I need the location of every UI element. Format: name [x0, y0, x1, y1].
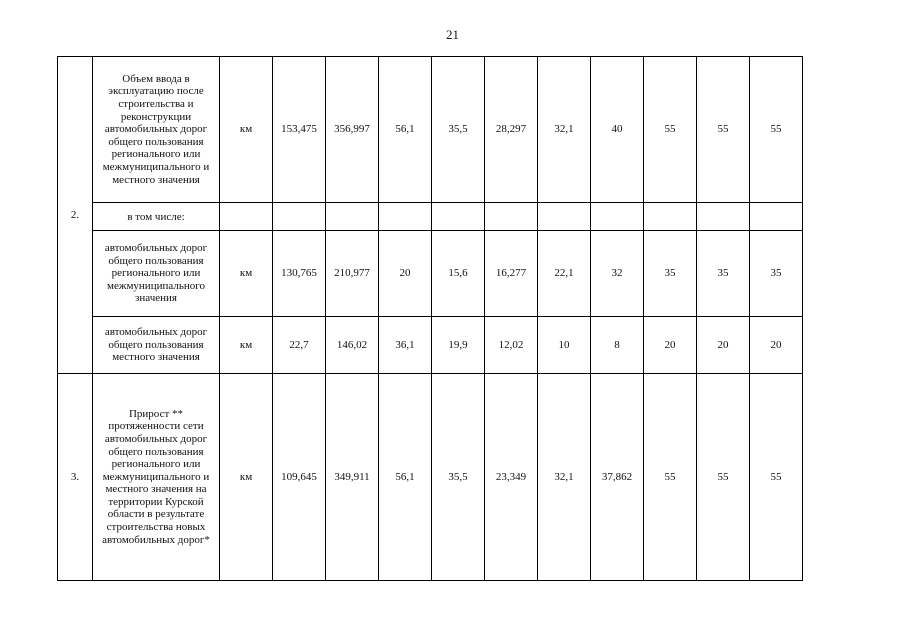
value-cell: 56,1 — [379, 374, 432, 581]
unit-cell: км — [220, 317, 273, 374]
indicator-name-cell: автомобильных дорог общего пользования местного значения — [93, 317, 220, 374]
value-cell: 32 — [591, 231, 644, 317]
value-cell — [538, 203, 591, 231]
table-row — [58, 231, 803, 317]
value-cell: 35 — [750, 231, 803, 317]
table-row — [58, 57, 803, 203]
value-cell: 130,765 — [273, 231, 326, 317]
page-number: 21 — [446, 27, 459, 42]
indicator-name-cell: автомобильных дорог общего пользования регионального или межмуниципального значения — [93, 231, 220, 317]
value-cell: 19,9 — [432, 317, 485, 374]
value-cell: 55 — [750, 57, 803, 203]
indicator-name-cell: Объем ввода в эксплуатацию после строительства и реконструкции автомобильных дорог общего пользования регионального или межмуниципального и местного значения — [93, 57, 220, 203]
value-cell — [591, 203, 644, 231]
value-cell: 55 — [644, 374, 697, 581]
table-row — [58, 317, 803, 374]
indicator-name-cell: в том числе: — [93, 203, 220, 231]
value-cell: 32,1 — [538, 374, 591, 581]
unit-cell: км — [220, 57, 273, 203]
unit-cell: км — [220, 231, 273, 317]
value-cell: 10 — [538, 317, 591, 374]
value-cell: 55 — [750, 374, 803, 581]
value-cell: 35 — [697, 231, 750, 317]
value-cell: 23,349 — [485, 374, 538, 581]
value-cell: 109,645 — [273, 374, 326, 581]
value-cell: 35 — [644, 231, 697, 317]
indicator-table — [57, 56, 803, 581]
value-cell — [273, 203, 326, 231]
indicator-name-cell: Прирост ** протяженности сети автомобильных дорог общего пользования регионального или межмуниципального и местного значения на территории Курской области в результате строительства новых автомобильных дорог* — [93, 374, 220, 581]
value-cell: 153,475 — [273, 57, 326, 203]
value-cell: 32,1 — [538, 57, 591, 203]
value-cell: 28,297 — [485, 57, 538, 203]
value-cell: 349,911 — [326, 374, 379, 581]
value-cell: 20 — [379, 231, 432, 317]
value-cell: 35,5 — [432, 57, 485, 203]
value-cell: 22,1 — [538, 231, 591, 317]
value-cell: 20 — [697, 317, 750, 374]
unit-cell — [220, 203, 273, 231]
value-cell: 210,977 — [326, 231, 379, 317]
value-cell: 16,277 — [485, 231, 538, 317]
table-row — [58, 374, 803, 581]
value-cell: 56,1 — [379, 57, 432, 203]
value-cell — [750, 203, 803, 231]
value-cell: 12,02 — [485, 317, 538, 374]
value-cell — [644, 203, 697, 231]
row-number-cell: 2. — [58, 57, 93, 374]
value-cell: 146,02 — [326, 317, 379, 374]
value-cell: 36,1 — [379, 317, 432, 374]
value-cell: 55 — [697, 57, 750, 203]
value-cell: 8 — [591, 317, 644, 374]
unit-cell: км — [220, 374, 273, 581]
value-cell: 22,7 — [273, 317, 326, 374]
value-cell: 20 — [750, 317, 803, 374]
row-number-cell: 3. — [58, 374, 93, 581]
value-cell: 37,862 — [591, 374, 644, 581]
value-cell — [432, 203, 485, 231]
value-cell: 55 — [644, 57, 697, 203]
value-cell: 356,997 — [326, 57, 379, 203]
table-row — [58, 203, 803, 231]
value-cell — [379, 203, 432, 231]
value-cell: 55 — [697, 374, 750, 581]
value-cell: 40 — [591, 57, 644, 203]
value-cell: 15,6 — [432, 231, 485, 317]
value-cell: 35,5 — [432, 374, 485, 581]
value-cell — [697, 203, 750, 231]
value-cell — [326, 203, 379, 231]
value-cell — [485, 203, 538, 231]
value-cell: 20 — [644, 317, 697, 374]
